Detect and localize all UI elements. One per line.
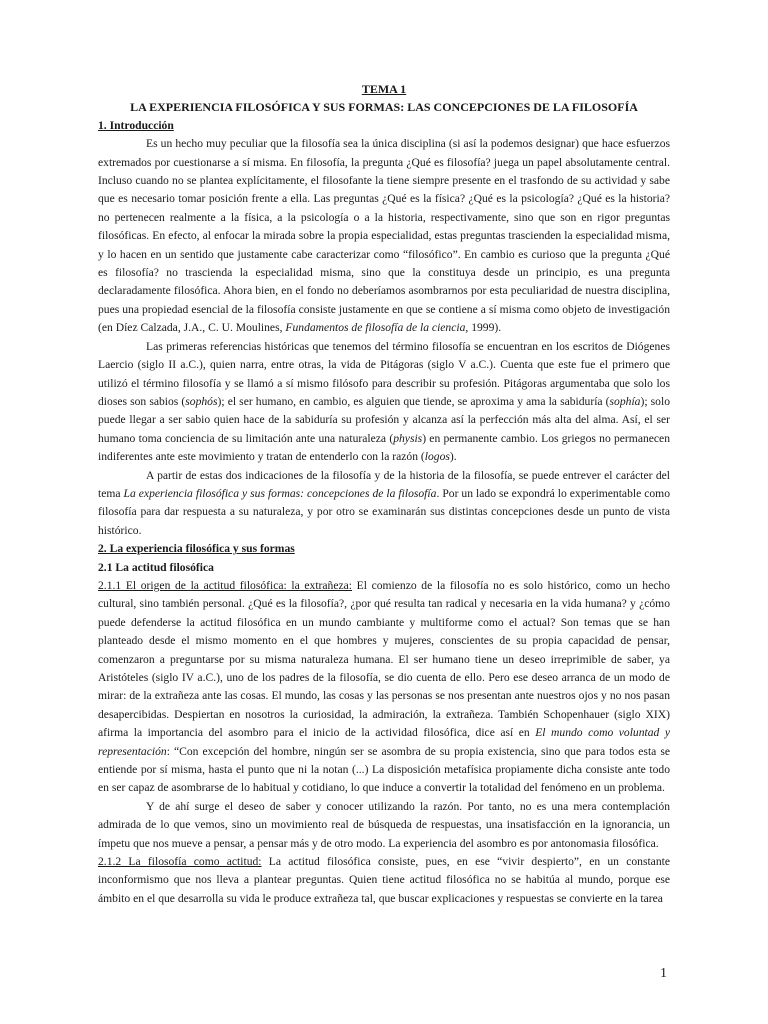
paragraph-3: A partir de estas dos indicaciones de la filosofía y de la historia de la filosofía, se puede entrever el carácter del tema La experiencia filosófica y sus formas: concepciones de la filosofía. Por un lado se expondrá lo experimentable como filosofía para dar respuesta a su naturaleza, y por otro se examinarán sus distintas concepciones desde un punto de vista histórico. bbox=[98, 468, 670, 537]
section-heading-experiencia: 2. La experiencia filosófica y sus formas bbox=[98, 542, 295, 556]
topic-number: TEMA 1 bbox=[361, 82, 407, 96]
paragraph-2: Las primeras referencias históricas que tenemos del término filosofía se encuentran en los escritos de Diógenes Laercio (siglo II a.C.), quien narra, entre otras, la vida de Pitágoras (siglo V a.C.). Cuenta que este fue el primero que utilizó el término filosofía y se llamó a sí mismo filósofo para describir su profesión. Pitágoras argumentaba que solo los dioses son sabios (sophós); el ser humano, en cambio, es alguien que tiende, se aproxima y ama la sabiduría (sophía); solo puede llegar a ser sabio quien hace de la sabiduría su profesión y alcanza así la perfección más alta del alma. Así, el ser humano toma conciencia de su limitación ante una naturaleza (physis) en permanente cambio. Los griegos no permanecen indiferentes ante este movimiento y tratan de entenderlo con la razón (logos). bbox=[98, 339, 670, 464]
paragraph-2-1-1: 2.1.1 El origen de la actitud filosófica: la extrañeza: El comienzo de la filosofía no es solo histórico, como un hecho cultural, sino también personal. ¿Qué es la filosofía?, ¿por qué resulta tan radical y necesaria en la vida humana? y ¿cómo puede defenderse la actitud filosófica en un mundo cambiante y multiforme como el actual? Son temas que se han planteado desde el mismo momento en el que hombres y mujeres, conscientes de su propia capacidad de pensar, comenzaron a preguntarse por su misma naturaleza humana. El ser humano tiene un deseo irreprimible de saber, ya Aristóteles (siglo IV a.C.), uno de los padres de la filosofía, se dio cuenta de ello. Pero ese deseo arranca de un modo de mirar: de la extrañeza ante las cosas. El mundo, las cosas y las personas se nos presentan ante nuestros ojos y no nos pasan desapercibidas. Despiertan en nosotros la curiosidad, la admiración, la extrañeza. También Schopenhauer (siglo XIX) afirma la importancia del asombro para el inicio de la actividad filosófica, dice así en El mundo como voluntad y representación: “Con excepción del hombre, ningún ser se asombra de su propia existencia, sino que para todos esta se entiende por sí misma, hasta el punto que ni la notan (...) La disposición metafísica propiamente dicha consiste ante todo en ser capaz de asombrarse de lo habitual y cotidiano, lo que induce a convertir la totalidad del fenómeno en un problema. bbox=[98, 578, 670, 795]
document-body bbox=[98, 80, 670, 908]
paragraph-2-1-1-cont: Y de ahí surge el deseo de saber y conocer utilizando la razón. Por tanto, no es una mera contemplación admirada de lo que vemos, sino un movimiento real de búsqueda de respuestas, una insatisfacción en la ignorancia, un ímpetu que nos mueve a pensar, a pensar más y de otro modo. La experiencia del asombro es por antonomasia filosófica. bbox=[98, 799, 670, 850]
subsubsection-label-2-1-2: 2.1.2 La filosofía como actitud: bbox=[98, 855, 262, 869]
page-number: 1 bbox=[660, 966, 667, 981]
document-title: LA EXPERIENCIA FILOSÓFICA Y SUS FORMAS: LAS CONCEPCIONES DE LA FILOSOFÍA bbox=[130, 100, 638, 115]
paragraph-1: Es un hecho muy peculiar que la filosofía sea la única disciplina (si así la podemos designar) que hace esfuerzos extremados por cuestionarse a sí misma. En filosofía, la pregunta ¿Qué es filosofía? juega un papel absolutamente central. Incluso cuando no se plantea explícitamente, el filosofante la tiene siempre presente en el trasfondo de su actividad y sabe que es necesario tomar posición frente a ella. Las preguntas ¿Qué es la física? ¿Qué es la psicología? ¿Qué es la historia? no pertenecen realmente a la física, a la psicología o a la historia, respectivamente, sino que son en rigor preguntas filosóficas. En efecto, al enfocar la mirada sobre la propia especialidad, estas preguntas trascienden la especialidad misma, y lo hacen en un sentido que justamente cabe caracterizar como “filosófico”. En cambio es curioso que la pregunta ¿Qué es filosofía? no trascienda la especialidad misma, sino que la constituya desde un principio, es una pregunta declaradamente filosófica. Ahora bien, en el fondo no deberíamos asombrarnos por esta peculiaridad de nuestra disciplina, pues una propiedad esencial de la filosofía consiste justamente en que se contiene a sí misma como objeto de investigación (en Díez Calzada, J.A., C. U. Moulines, Fundamentos de filosofía de la ciencia, 1999). bbox=[98, 137, 670, 335]
section-heading-introduccion: 1. Introducción bbox=[98, 118, 174, 132]
subsubsection-label-2-1-1: 2.1.1 El origen de la actitud filosófica: la extrañeza: bbox=[98, 578, 353, 592]
paragraph-2-1-2: 2.1.2 La filosofía como actitud: La actitud filosófica consiste, pues, en ese “vivir despierto”, en un constante inconformismo que nos lleva a plantear preguntas. Quien tiene actitud filosófica no se habitúa al mundo, porque ese ámbito en el que desarrolla su vida le produce extrañeza tal, que buscar explicaciones y respuestas se convierte en la tarea bbox=[98, 855, 670, 905]
subsection-heading-actitud: 2.1 La actitud filosófica bbox=[98, 560, 214, 574]
